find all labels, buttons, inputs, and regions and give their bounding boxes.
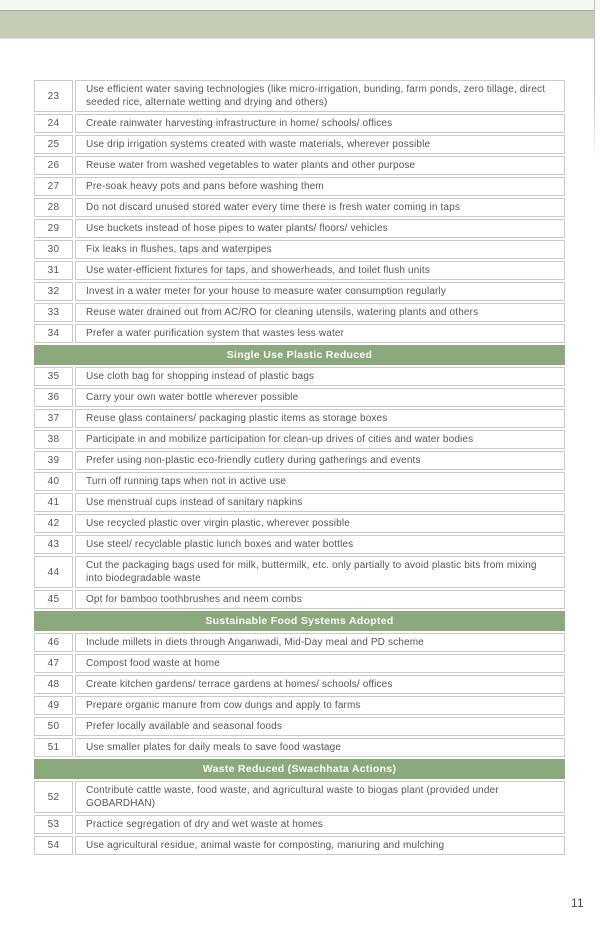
- table-row: [34, 815, 565, 834]
- row-text: Invest in a water meter for your house to measure water consumption regularly: [75, 282, 565, 301]
- row-text: Use cloth bag for shopping instead of plastic bags: [75, 367, 565, 386]
- row-text: Prefer locally available and seasonal foods: [75, 717, 565, 736]
- table-row: [34, 514, 565, 533]
- row-number: 43: [34, 535, 73, 554]
- row-number: 35: [34, 367, 73, 386]
- table-row: [34, 388, 565, 407]
- row-number: 50: [34, 717, 73, 736]
- row-number: 51: [34, 738, 73, 757]
- row-number: 23: [34, 80, 73, 112]
- row-text: Include millets in diets through Anganwadi, Mid-Day meal and PD scheme: [75, 633, 565, 652]
- table-row: [34, 836, 565, 855]
- table-row: [34, 261, 565, 280]
- row-number: 49: [34, 696, 73, 715]
- row-text: Compost food waste at home: [75, 654, 565, 673]
- row-text: Participate in and mobilize participation for clean-up drives of cities and water bodies: [75, 430, 565, 449]
- table-row: [34, 135, 565, 154]
- row-number: 41: [34, 493, 73, 512]
- row-text: Use steel/ recyclable plastic lunch boxes and water bottles: [75, 535, 565, 554]
- row-number: 44: [34, 556, 73, 588]
- row-text: Use buckets instead of hose pipes to water plants/ floors/ vehicles: [75, 219, 565, 238]
- row-number: 27: [34, 177, 73, 196]
- row-number: 33: [34, 303, 73, 322]
- row-text: Use agricultural residue, animal waste for composting, manuring and mulching: [75, 836, 565, 855]
- row-number: 37: [34, 409, 73, 428]
- row-number: 40: [34, 472, 73, 491]
- row-text: Prefer using non-plastic eco-friendly cutlery during gatherings and events: [75, 451, 565, 470]
- row-number: 36: [34, 388, 73, 407]
- row-text: Contribute cattle waste, food waste, and agricultural waste to biogas plant (provided under GOBARDHAN): [75, 781, 565, 813]
- row-number: 29: [34, 219, 73, 238]
- table-row: [34, 303, 565, 322]
- table-row: [34, 654, 565, 673]
- row-text: Do not discard unused stored water every time there is fresh water coming in taps: [75, 198, 565, 217]
- row-number: 26: [34, 156, 73, 175]
- table-row: [34, 219, 565, 238]
- row-text: Fix leaks in flushes, taps and waterpipes: [75, 240, 565, 259]
- row-text: Use smaller plates for daily meals to save food wastage: [75, 738, 565, 757]
- row-number: 32: [34, 282, 73, 301]
- row-text: Reuse water from washed vegetables to water plants and other purpose: [75, 156, 565, 175]
- top-margin-strip: [0, 0, 600, 10]
- header-band: [0, 10, 594, 39]
- row-text: Prefer a water purification system that wastes less water: [75, 324, 565, 343]
- table-row: [34, 738, 565, 757]
- table-row: [34, 156, 565, 175]
- table-row: [34, 590, 565, 609]
- page-number: 11: [570, 896, 584, 910]
- table-row: [34, 472, 565, 491]
- row-text: Use efficient water saving technologies (like micro-irrigation, bunding, farm ponds, zero tillage, direct seeded rice, alternate wetting and drying and others): [75, 80, 565, 112]
- table-row: [34, 717, 565, 736]
- section-header-label: Waste Reduced (Swachhata Actions): [34, 759, 565, 779]
- table-row: [34, 675, 565, 694]
- table-row: [34, 282, 565, 301]
- row-number: 38: [34, 430, 73, 449]
- row-number: 45: [34, 590, 73, 609]
- row-text: Prepare organic manure from cow dungs and apply to farms: [75, 696, 565, 715]
- row-text: Create kitchen gardens/ terrace gardens at homes/ schools/ offices: [75, 675, 565, 694]
- row-number: 31: [34, 261, 73, 280]
- row-text: Cut the packaging bags used for milk, buttermilk, etc. only partially to avoid plastic bits from mixing into biodegradable waste: [75, 556, 565, 588]
- row-number: 48: [34, 675, 73, 694]
- table-row: [34, 409, 565, 428]
- row-number: 53: [34, 815, 73, 834]
- row-number: 28: [34, 198, 73, 217]
- row-text: Practice segregation of dry and wet waste at homes: [75, 815, 565, 834]
- row-number: 25: [34, 135, 73, 154]
- row-number: 24: [34, 114, 73, 133]
- table-row: [34, 80, 565, 112]
- table-row: [34, 633, 565, 652]
- table-row: [34, 198, 565, 217]
- section-header-row: [34, 759, 565, 779]
- actions-table: [32, 78, 567, 857]
- section-header-label: Sustainable Food Systems Adopted: [34, 611, 565, 631]
- row-text: Reuse water drained out from AC/RO for cleaning utensils, watering plants and others: [75, 303, 565, 322]
- row-text: Use recycled plastic over virgin plastic, wherever possible: [75, 514, 565, 533]
- table-row: [34, 696, 565, 715]
- table-row: [34, 240, 565, 259]
- row-number: 46: [34, 633, 73, 652]
- row-number: 42: [34, 514, 73, 533]
- table-row: [34, 367, 565, 386]
- row-text: Use drip irrigation systems created with waste materials, wherever possible: [75, 135, 565, 154]
- row-number: 47: [34, 654, 73, 673]
- row-text: Opt for bamboo toothbrushes and neem combs: [75, 590, 565, 609]
- row-text: Use water-efficient fixtures for taps, and showerheads, and toilet flush units: [75, 261, 565, 280]
- table-row: [34, 324, 565, 343]
- row-text: Use menstrual cups instead of sanitary napkins: [75, 493, 565, 512]
- section-header-label: Single Use Plastic Reduced: [34, 345, 565, 365]
- table-row: [34, 556, 565, 588]
- table-row: [34, 177, 565, 196]
- row-number: 30: [34, 240, 73, 259]
- page-edge-line: [594, 0, 595, 160]
- table-row: [34, 114, 565, 133]
- row-text: Pre-soak heavy pots and pans before washing them: [75, 177, 565, 196]
- row-text: Create rainwater harvesting infrastructure in home/ schools/ offices: [75, 114, 565, 133]
- section-header-row: [34, 611, 565, 631]
- table-row: [34, 430, 565, 449]
- row-text: Reuse glass containers/ packaging plastic items as storage boxes: [75, 409, 565, 428]
- table-row: [34, 451, 565, 470]
- actions-table-body: [34, 80, 565, 855]
- section-header-row: [34, 345, 565, 365]
- row-number: 34: [34, 324, 73, 343]
- row-number: 39: [34, 451, 73, 470]
- table-row: [34, 781, 565, 813]
- table-row: [34, 535, 565, 554]
- row-text: Carry your own water bottle wherever possible: [75, 388, 565, 407]
- row-text: Turn off running taps when not in active use: [75, 472, 565, 491]
- table-row: [34, 493, 565, 512]
- row-number: 54: [34, 836, 73, 855]
- row-number: 52: [34, 781, 73, 813]
